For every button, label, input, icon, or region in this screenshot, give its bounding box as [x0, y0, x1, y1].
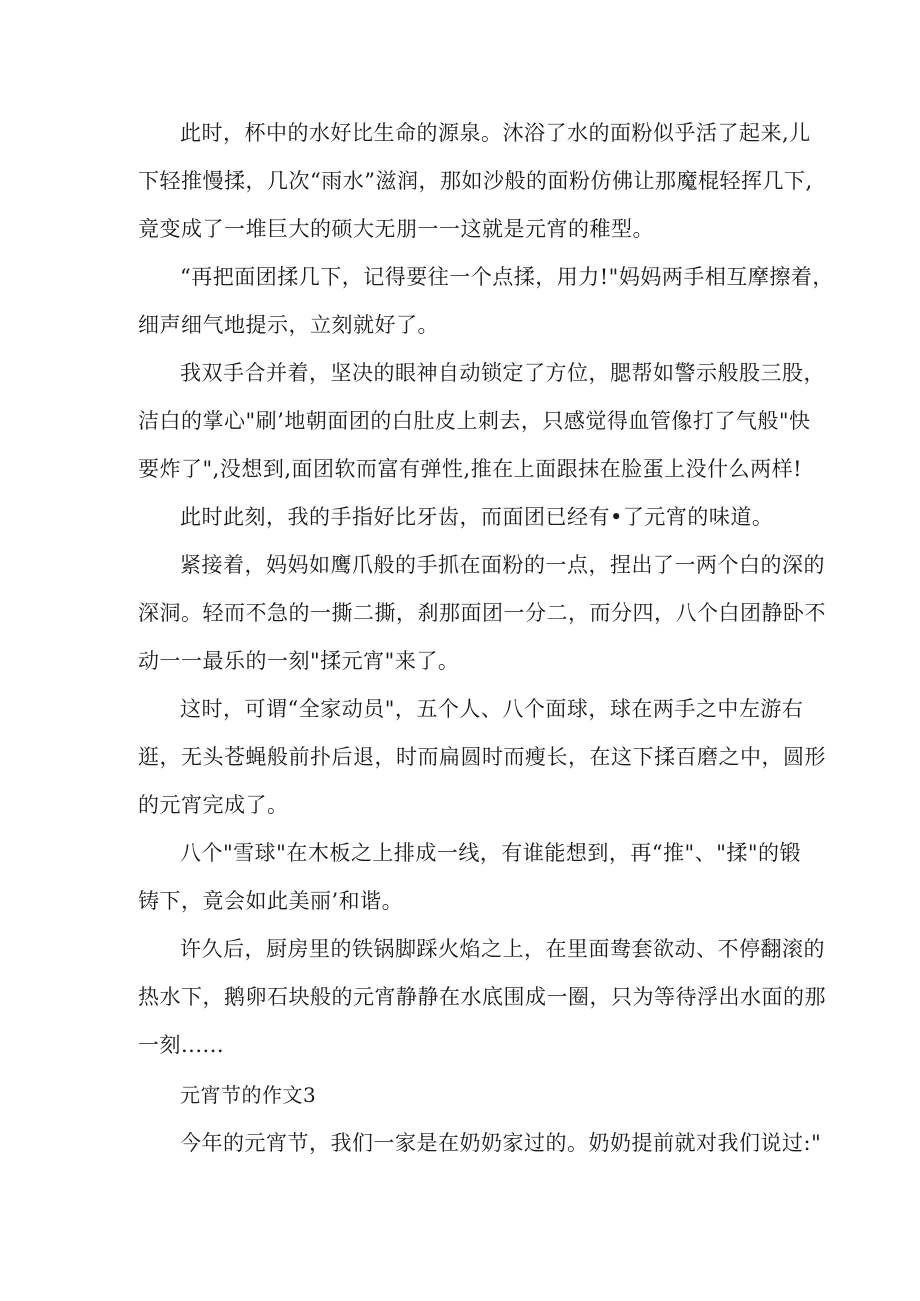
paragraph-line: 细声细气地提示，立刻就好了。	[138, 313, 439, 337]
paragraph-line: 逛，无头苍蝇般前扑后退，时而扁圆时而瘦长，在这下揉百磨之中，圆形	[138, 745, 826, 769]
paragraph-line: 此时此刻，我的手指好比牙齿，而面团已经有•了元宵的味道。	[180, 505, 774, 529]
paragraph-line: 我双手合并着，坚决的眼神自动锁定了方位，腮帮如警示般股三股，	[180, 361, 825, 385]
paragraph-line: 八个"雪球"在木板之上排成一线，有谁能想到，再“推"、"揉"的锻	[180, 841, 802, 865]
paragraph-line: 紧接着，妈妈如鹰爪般的手抓在面粉的一点，捏出了一两个白的深的	[180, 553, 825, 577]
paragraph-line: 动一一最乐的一刻"揉元宵"来了。	[138, 649, 460, 673]
paragraph-line: 下轻推慢揉，几次“雨水”滋润，那如沙般的面粉仿佛让那魔棍轻挥几下,	[138, 169, 813, 193]
paragraph-line: 铸下，竟会如此美丽’和谐。	[138, 889, 404, 913]
paragraph-line: 热水下，鹅卵石块般的元宵静静在水底围成一圈，只为等待浮出水面的那	[138, 985, 826, 1009]
paragraph-line: 深洞。轻而不急的一撕二撕，刹那面团一分二，而分四，八个白团静卧不	[138, 601, 826, 625]
section-heading: 元宵节的作文3	[180, 1083, 317, 1107]
paragraph-line: 的元宵完成了。	[138, 793, 289, 817]
paragraph-line: 要炸了",没想到,面团软而富有弹性,推在上面跟抹在脸蛋上没什么两样!	[138, 457, 803, 481]
paragraph-line: 洁白的掌心"刷’地朝面团的白肚皮上刺去，只感觉得血管像打了气般"快	[138, 409, 811, 433]
paragraph-line: 这时，可谓“全家动员"，五个人、八个面球，球在两手之中左游右	[180, 697, 804, 721]
paragraph-line: 此时，杯中的水好比生命的源泉。沐浴了水的面粉似乎活了起来,儿	[180, 121, 811, 145]
paragraph-line: 今年的元宵节，我们一家是在奶奶家过的。奶奶提前就对我们说过:"	[180, 1131, 822, 1155]
paragraph-line: 许久后，厨房里的铁锅脚踩火焰之上，在里面鸯套欲动、不停翻滚的	[180, 937, 825, 961]
paragraph-line: “再把面团揉几下，记得要往一个点揉，用力!"妈妈两手相互摩擦着，	[180, 265, 834, 289]
paragraph-line: 竟变成了一堆巨大的硕大无朋一一这就是元宵的稚型。	[138, 217, 654, 241]
paragraph-line: 一刻......	[138, 1033, 225, 1057]
